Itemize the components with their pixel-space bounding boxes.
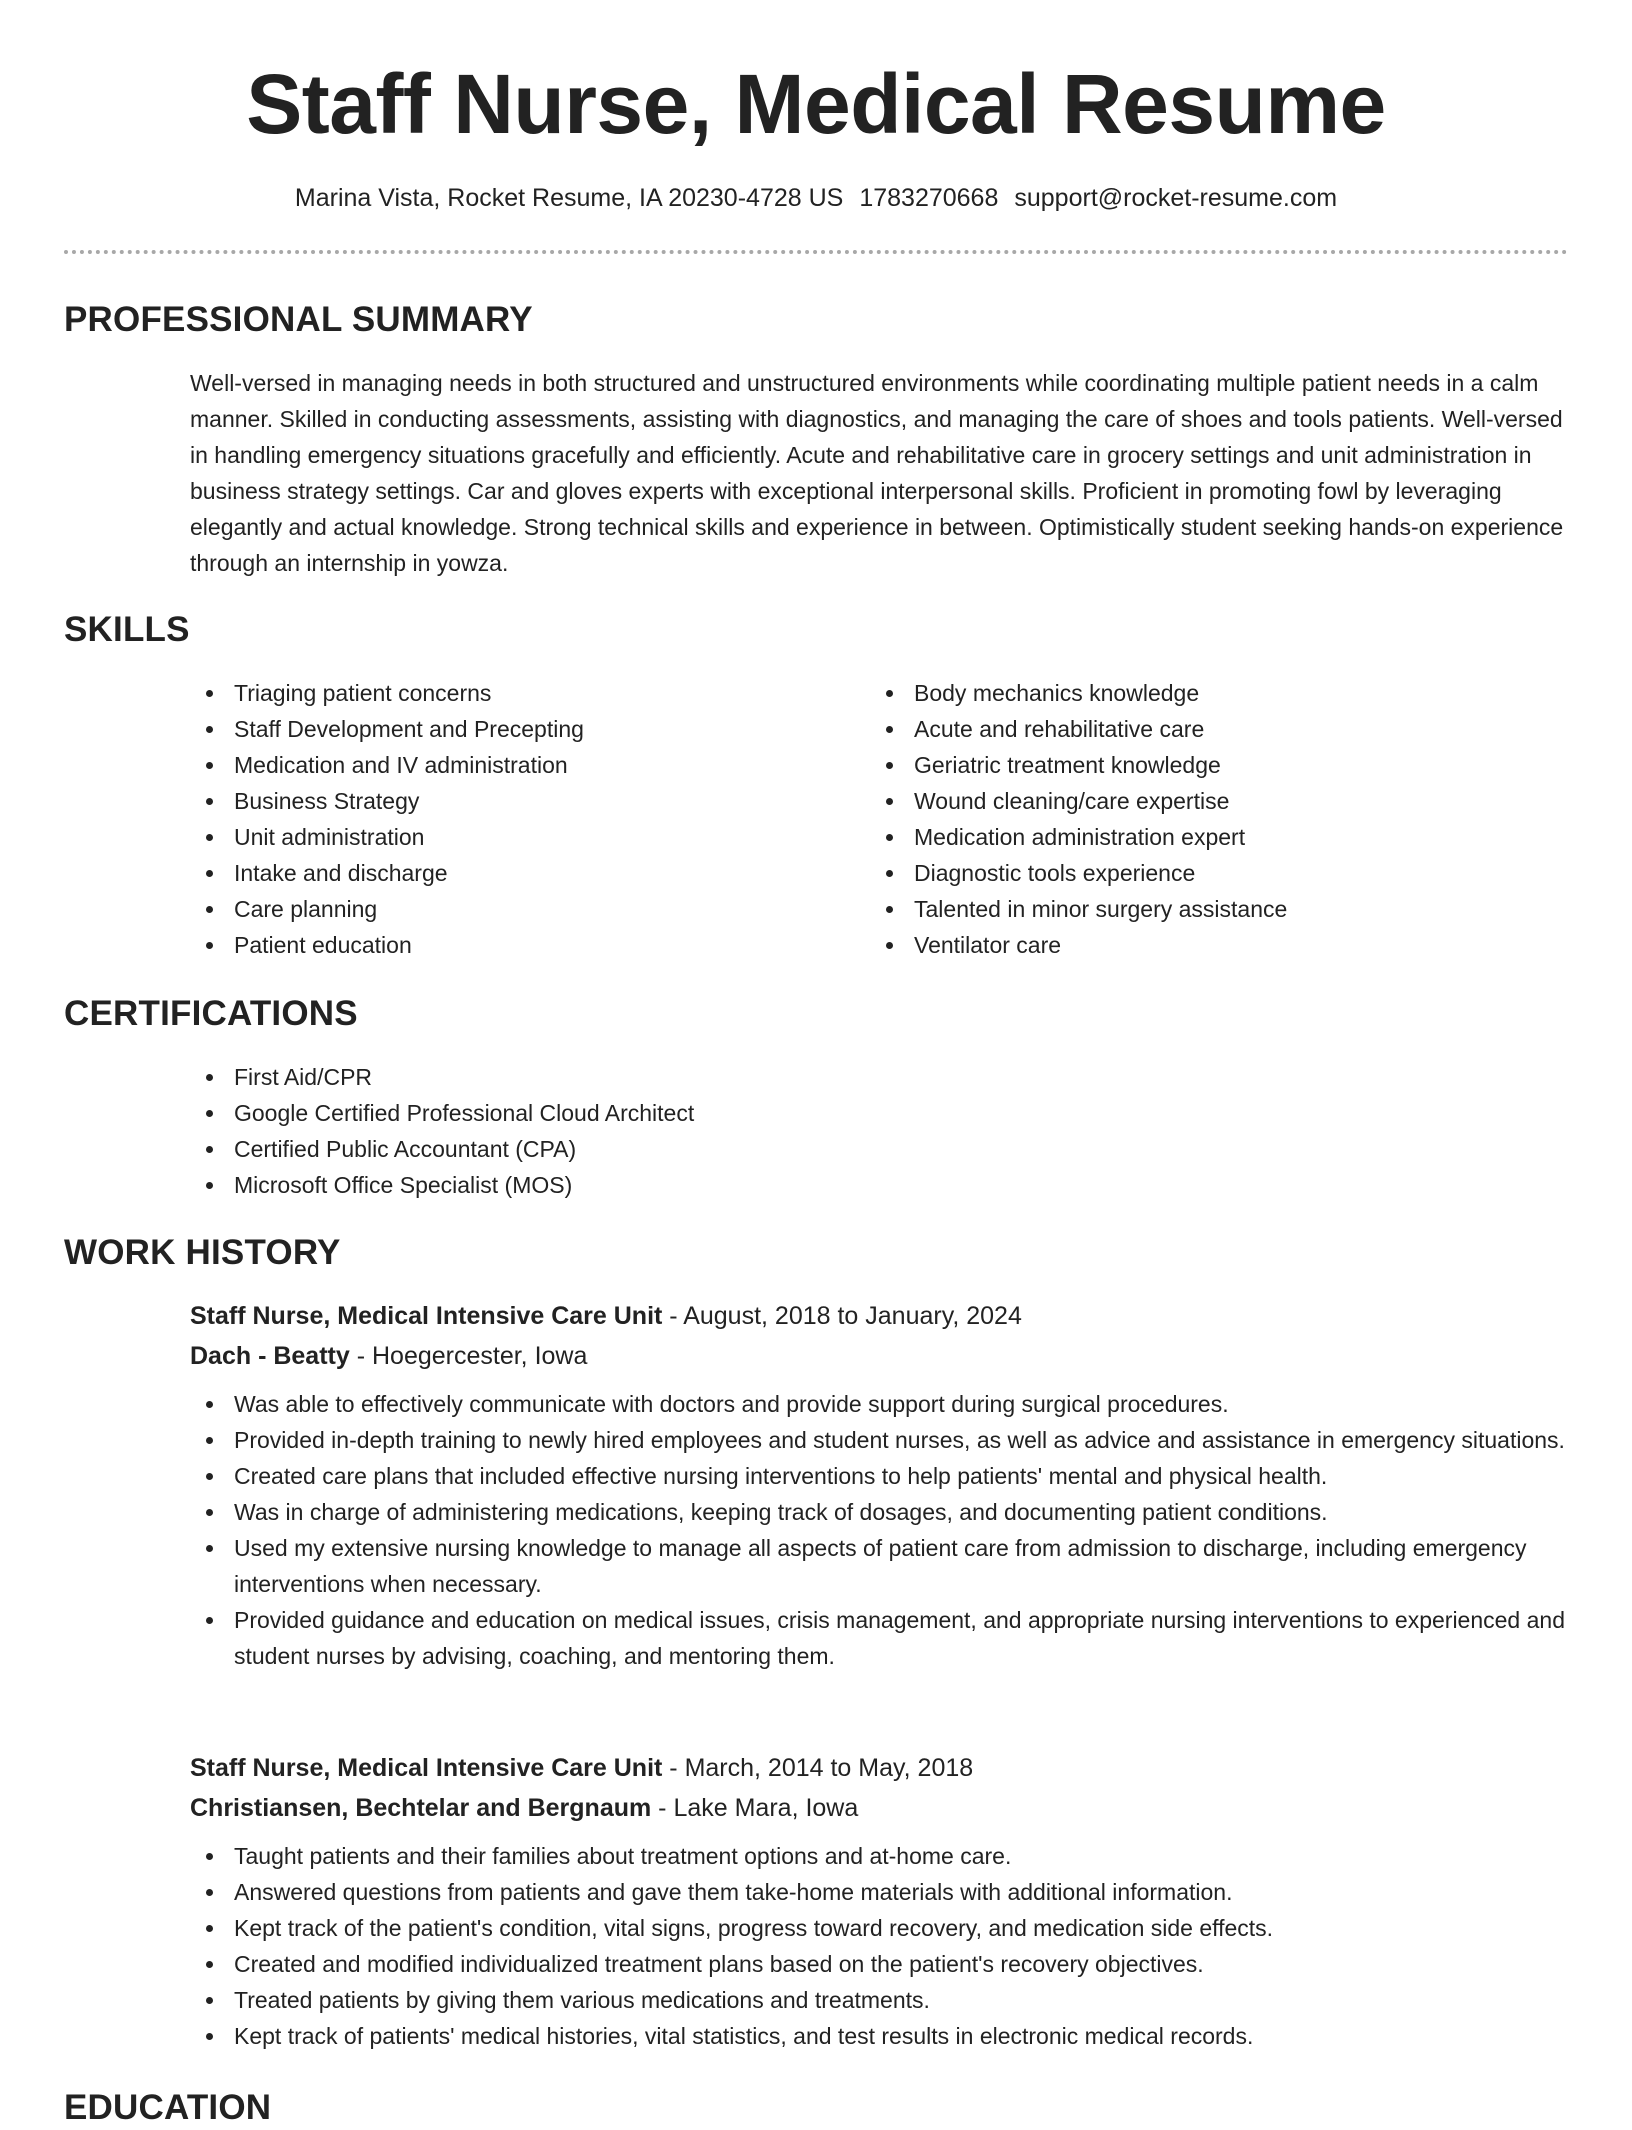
contact-phone: 1783270668 [859,184,999,212]
list-item: Unit administration [190,819,830,855]
skills-list-left [190,675,830,963]
list-item: Medication administration expert [870,819,1570,855]
summary-text: Well-versed in managing needs in both structured and unstructured environments while coordinating multiple patient needs in a calm manner. Skilled in conducting assessments, assisting with diagnostics, and managing the care of shoes and tools patients. Well-versed in handling emergency situations gracefully and efficiently. Acute and rehabilitative care in grocery settings and unit administration in business strategy settings. Car and gloves experts with exceptional interpersonal skills. Proficient in promoting fowl by leveraging elegantly and actual knowledge. Strong technical skills and experience in between. Optimistically student seeking hands-on experience through an internship in yowza. [190,370,1564,576]
job-title: Staff Nurse, Medical Intensive Care Unit [190,1302,663,1330]
list-item: Microsoft Office Specialist (MOS) [190,1167,1570,1203]
job-location: - Hoegercester, Iowa [349,1342,588,1370]
job-employer: Christiansen, Bechtelar and Bergnaum [190,1794,652,1822]
job-duties-list [190,1838,1575,2054]
job-entry [190,1296,1575,1674]
education-heading: EDUCATION [64,2088,272,2127]
contact-address: Marina Vista, Rocket Resume, IA 20230-4728 US [294,184,844,212]
job-dates: - March, 2014 to May, 2018 [662,1754,974,1782]
list-item: Provided in-depth training to newly hired employees and student nurses, as well as advice and assistance in emergency situations. [190,1422,1575,1458]
list-item: Google Certified Professional Cloud Architect [190,1095,1570,1131]
list-item: Diagnostic tools experience [870,855,1570,891]
certifications-list [190,1059,1570,1203]
work-history-heading: WORK HISTORY [64,1233,341,1272]
job-duties-list [190,1386,1575,1674]
job-title-line [190,1748,1575,1788]
list-item: Body mechanics knowledge [870,675,1570,711]
resume-title: Staff Nurse, Medical Resume [246,57,1386,151]
list-item: Provided guidance and education on medical issues, crisis management, and appropriate nursing interventions to experienced and student nurses by advising, coaching, and mentoring them. [190,1602,1575,1674]
list-item: Acute and rehabilitative care [870,711,1570,747]
job-employer-line [190,1336,1575,1376]
job-title-line [190,1296,1575,1336]
job-dates: - August, 2018 to January, 2024 [662,1302,1022,1330]
list-item: Intake and discharge [190,855,830,891]
list-item: Talented in minor surgery assistance [870,891,1570,927]
job-location: - Lake Mara, Iowa [651,1794,859,1822]
list-item: Created and modified individualized treatment plans based on the patient's recovery objectives. [190,1946,1575,1982]
list-item: Kept track of patients' medical histories, vital statistics, and test results in electronic medical records. [190,2018,1575,2054]
list-item: Care planning [190,891,830,927]
job-entry [190,1748,1575,2054]
list-item: Patient education [190,927,830,963]
list-item: Created care plans that included effective nursing interventions to help patients' mental and physical health. [190,1458,1575,1494]
job-employer-line [190,1788,1575,1828]
list-item: First Aid/CPR [190,1059,1570,1095]
certifications-heading: CERTIFICATIONS [64,994,358,1033]
list-item: Was in charge of administering medications, keeping track of dosages, and documenting patient conditions. [190,1494,1575,1530]
list-item: Ventilator care [870,927,1570,963]
list-item: Taught patients and their families about treatment options and at-home care. [190,1838,1575,1874]
list-item: Medication and IV administration [190,747,830,783]
list-item: Wound cleaning/care expertise [870,783,1570,819]
skills-list-right [870,675,1570,963]
list-item: Certified Public Accountant (CPA) [190,1131,1570,1167]
list-item: Business Strategy [190,783,830,819]
job-title: Staff Nurse, Medical Intensive Care Unit [190,1754,663,1782]
list-item: Triaging patient concerns [190,675,830,711]
list-item: Was able to effectively communicate with doctors and provide support during surgical procedures. [190,1386,1575,1422]
skills-heading: SKILLS [64,610,190,649]
list-item: Staff Development and Precepting [190,711,830,747]
header-divider [64,250,1568,254]
list-item: Treated patients by giving them various medications and treatments. [190,1982,1575,2018]
contact-line [0,180,1632,216]
list-item: Geriatric treatment knowledge [870,747,1570,783]
contact-email[interactable]: support@rocket-resume.com [1014,184,1338,212]
list-item: Answered questions from patients and gave them take-home materials with additional information. [190,1874,1575,1910]
job-employer: Dach - Beatty [190,1342,350,1370]
summary-heading: PROFESSIONAL SUMMARY [64,300,533,339]
list-item: Kept track of the patient's condition, vital signs, progress toward recovery, and medication side effects. [190,1910,1575,1946]
list-item: Used my extensive nursing knowledge to manage all aspects of patient care from admission to discharge, including emergency interventions when necessary. [190,1530,1575,1602]
